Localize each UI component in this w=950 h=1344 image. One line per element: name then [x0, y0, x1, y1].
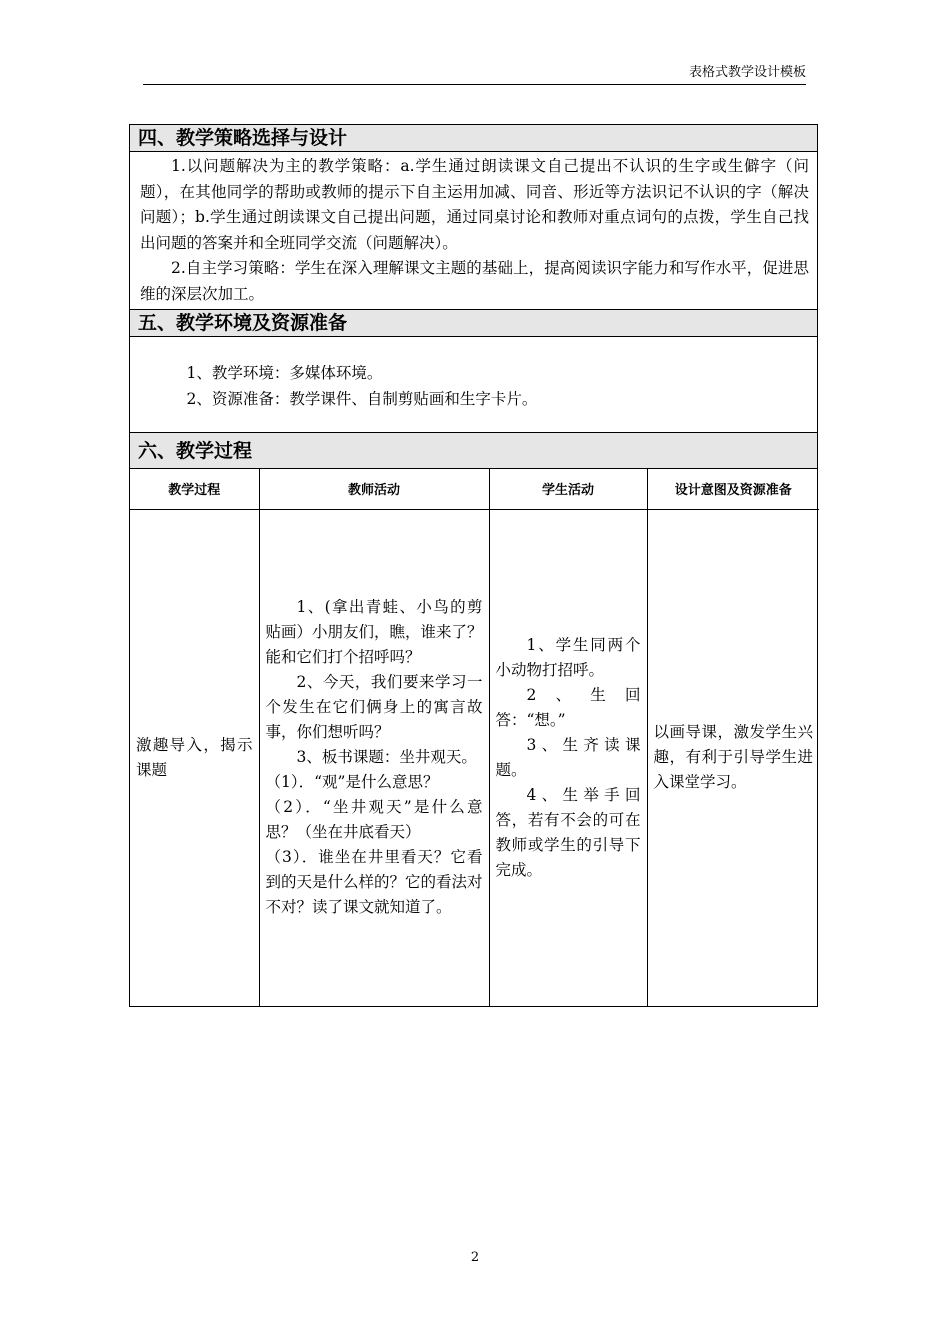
page-header: 表格式教学设计模板 — [688, 65, 806, 80]
section-5-body — [130, 337, 817, 433]
student-step-2: 2、生回答：“想。” — [495, 685, 641, 729]
environment-line: 1、教学环境：多媒体环境。 — [186, 364, 383, 382]
process-row — [130, 509, 819, 1006]
student-step-1: 1、学生同两个小动物打招呼。 — [495, 635, 641, 679]
teacher-step-2: 2、今天，我们要来学习一个发生在它们俩身上的寓言故事，你们想听吗？ — [265, 673, 483, 742]
teacher-step-3: 3、板书课题：坐井观天。 — [296, 748, 477, 767]
section-6-title: 六、教学过程 — [130, 433, 817, 469]
teacher-step-1: 1、(拿出青蛙、小鸟的剪贴画）小朋友们，瞧，谁来了？能和它们打个招呼吗？ — [265, 598, 483, 667]
teacher-question-2: （2）．“坐井观天”是什么意思？（坐在井底看天） — [265, 798, 483, 842]
student-step-3: 3、生齐读课题。 — [495, 735, 641, 779]
page-number: 2 — [470, 1250, 480, 1265]
stage-cell — [130, 509, 259, 1006]
process-table — [130, 469, 819, 1006]
strategy-paragraph-1: 1.以问题解决为主的教学策略：a.学生通过朗读课文自己提出不认识的生字或生僻字（问题），在其他同学的帮助或教师的提示下自主运用加减、同音、形近等方法识记不认识的字（解决问题）；b.学生通过朗读课文自己提出问题，通过同桌讨论和教师对重点词句的点拨，学生自己找出问题的答案并和全班同学交流（问题解决）。 — [140, 157, 809, 252]
process-header-row — [130, 469, 819, 509]
section-5-title: 五、教学环境及资源准备 — [130, 310, 817, 337]
student-step-4: 4、生举手回答，若有不会的可在教师或学生的引导下完成。 — [495, 785, 641, 879]
header-intent: 设计意图及资源准备 — [647, 469, 819, 509]
student-activity-cell — [489, 509, 647, 1006]
teacher-question-1: （1）．“观”是什么意思？ — [265, 773, 439, 792]
stage-text: 激趣导入，揭示课题 — [136, 735, 253, 779]
header-student: 学生活动 — [489, 469, 647, 509]
section-4-title: 四、教学策略选择与设计 — [130, 125, 817, 152]
strategy-paragraph-2: 2.自主学习策略：学生在深入理解课文主题的基础上，提高阅读识字能力和写作水平，促进思维的深层次加工。 — [140, 259, 809, 303]
section-4-body — [130, 152, 817, 310]
header-stage: 教学过程 — [130, 469, 259, 509]
teacher-activity-cell — [259, 509, 489, 1006]
teacher-question-3: （3）．谁坐在井里看天？它看到的天是什么样的？它的看法对不对？读了课文就知道了。 — [265, 848, 483, 917]
header-teacher: 教师活动 — [259, 469, 489, 509]
intent-cell — [647, 509, 819, 1006]
header-rule — [143, 84, 806, 85]
resources-line: 2、资源准备：教学课件、自制剪贴画和生字卡片。 — [186, 389, 538, 408]
intent-text: 以画导课，激发学生兴趣，有利于引导学生进入课堂学习。 — [653, 723, 813, 792]
lesson-plan-table — [129, 124, 818, 1007]
